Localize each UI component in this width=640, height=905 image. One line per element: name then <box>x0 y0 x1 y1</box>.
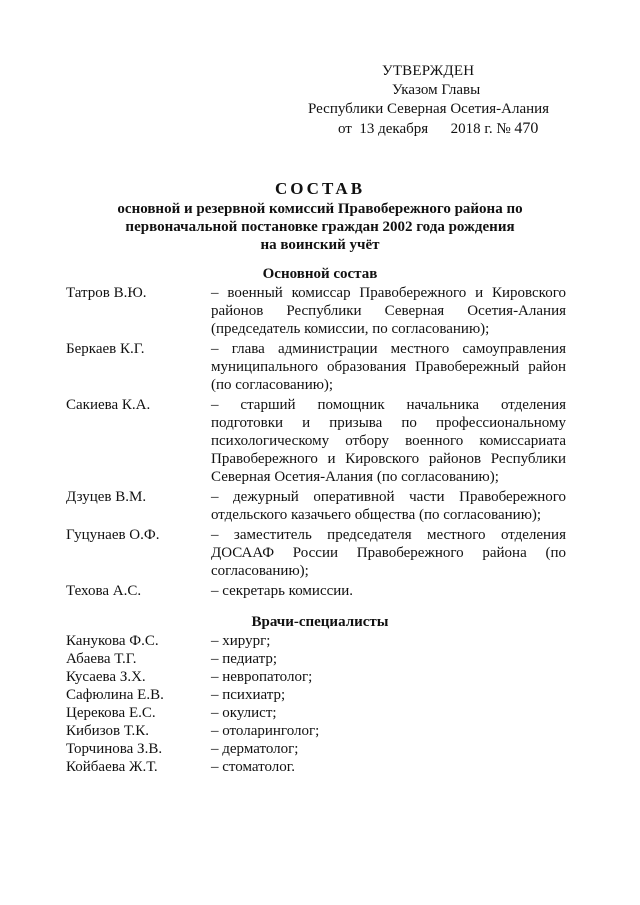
title-subtitle-1: основной и резервной комиссий Правобережного района по <box>117 201 523 217</box>
doctor-row <box>66 668 566 686</box>
doctor-specialty: – педиатр; <box>211 651 278 667</box>
member-role: – дежурный оперативной части Правобережного отдельского казачьего общества (по согласованию); <box>211 489 566 523</box>
approval-decree: Указом Главы <box>392 82 481 98</box>
doctor-row <box>66 632 566 650</box>
doctor-specialty: – окулист; <box>211 705 277 721</box>
title-subtitle-3: на воинский учёт <box>260 237 380 253</box>
doctor-row <box>66 722 566 740</box>
member-role: – глава администрации местного самоуправления муниципального образования Правобережный район (по согласованию); <box>211 341 566 393</box>
member-name: Гуцунаев О.Ф. <box>66 527 160 543</box>
member-row <box>66 284 566 338</box>
approval-republic: Республики Северная Осетия-Алания <box>308 101 550 117</box>
doctor-name: Кусаева З.Х. <box>66 669 146 685</box>
member-role: – военный комиссар Правобережного и Кировского районов Республики Северная Осетия-Алания (председатель комиссии, по согласованию); <box>211 285 566 337</box>
doctor-row <box>66 740 566 758</box>
doctors-list <box>66 632 566 776</box>
doctor-row <box>66 686 566 704</box>
main-section-title: Основной состав <box>262 266 378 282</box>
doctor-specialty: – отоларинголог; <box>211 723 320 739</box>
doctor-name: Сафюлина Е.В. <box>66 687 164 703</box>
member-name: Татров В.Ю. <box>66 285 147 301</box>
title-heading: СОСТАВ <box>274 179 366 198</box>
member-row <box>66 488 566 524</box>
member-role: – старший помощник начальника отделения подготовки и призыва по профессиональному психологическому отбору военного комиссариата Правобережного и Кировского районов Республики Северная Осетия-Алания (по согласованию); <box>211 397 566 485</box>
doctor-specialty: – хирург; <box>211 633 271 649</box>
doctor-row <box>66 650 566 668</box>
doctors-section-title: Врачи-специалисты <box>251 614 389 630</box>
member-name: Дзуцев В.М. <box>66 489 147 505</box>
approval-date-line <box>300 119 560 139</box>
doctor-name: Абаева Т.Г. <box>66 651 137 667</box>
doctor-row <box>66 758 566 776</box>
approval-approved: УТВЕРЖДЕН <box>382 63 475 79</box>
approval-number: 470 <box>514 120 539 137</box>
member-row <box>66 340 566 394</box>
member-name: Техова А.С. <box>66 583 142 599</box>
member-name: Сакиева К.А. <box>66 397 151 413</box>
member-row <box>66 582 566 600</box>
member-row <box>66 396 566 486</box>
doctor-specialty: – стоматолог. <box>211 759 295 775</box>
doctor-specialty: – невропатолог; <box>211 669 313 685</box>
document-title <box>70 180 570 254</box>
main-members-list <box>66 284 566 602</box>
approval-date: от 13 декабря 2018 г. № <box>338 121 511 137</box>
doctor-specialty: – дерматолог; <box>211 741 299 757</box>
member-row <box>66 526 566 580</box>
doctor-row <box>66 704 566 722</box>
doctor-name: Койбаева Ж.Т. <box>66 759 158 775</box>
title-subtitle-2: первоначальной постановке граждан 2002 года рождения <box>125 219 515 235</box>
doctor-name: Кибизов Т.К. <box>66 723 150 739</box>
doctor-name: Торчинова З.В. <box>66 741 163 757</box>
doctor-name: Церекова Е.С. <box>66 705 156 721</box>
doctor-specialty: – психиатр; <box>211 687 286 703</box>
member-name: Беркаев К.Г. <box>66 341 145 357</box>
doctor-name: Канукова Ф.С. <box>66 633 159 649</box>
approval-stamp <box>300 62 560 139</box>
member-role: – секретарь комиссии. <box>211 583 354 599</box>
member-role: – заместитель председателя местного отделения ДОСААФ России Правобережного района (по согласованию); <box>211 527 566 579</box>
